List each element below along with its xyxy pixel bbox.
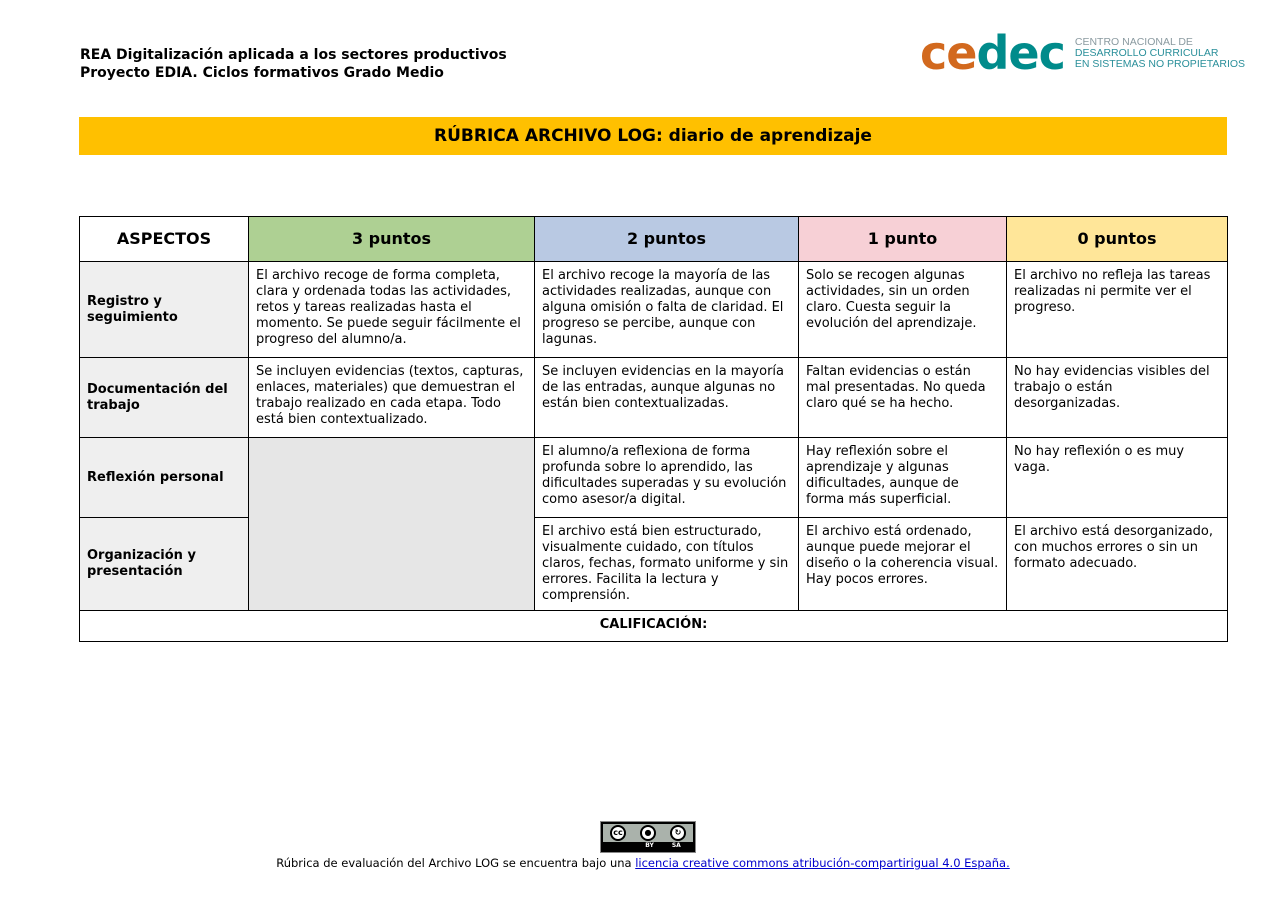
cell-1-point: El archivo está ordenado, aunque puede mejorar el diseño o la coherencia visual. Hay pocos errores. — [799, 518, 1007, 611]
header-line-2: Proyecto EDIA. Ciclos formativos Grado Medio — [80, 65, 444, 81]
license-footer — [0, 856, 1286, 870]
logo-mark — [920, 26, 1065, 80]
license-text: Rúbrica de evaluación del Archivo LOG se encuentra bajo una — [276, 856, 636, 870]
header-0-points: 0 puntos — [1007, 217, 1228, 262]
rubric-title: RÚBRICA ARCHIVO LOG: diario de aprendizaje — [79, 117, 1227, 155]
header-line-1: REA Digitalización aplicada a los sectores productivos — [80, 47, 507, 63]
cell-0-points: No hay reflexión o es muy vaga. — [1007, 438, 1228, 518]
cc-icon: cc — [610, 825, 626, 841]
aspect-cell: Organización y presentación — [80, 518, 249, 611]
cell-0-points: No hay evidencias visibles del trabajo o están desorganizadas. — [1007, 358, 1228, 438]
by-label: BY — [645, 842, 654, 849]
rubric-table — [79, 216, 1228, 642]
aspect-cell: Registro y seguimiento — [80, 262, 249, 358]
license-link[interactable]: licencia creative commons atribución-compartirigual 4.0 España. — [635, 856, 1010, 870]
table-row — [80, 358, 1228, 438]
logo-sub-line-2: DESARROLLO CURRICULAR — [1074, 46, 1219, 59]
aspect-cell: Reflexión personal — [80, 438, 249, 518]
header-3-points: 3 puntos — [249, 217, 535, 262]
logo-part-2: dec — [976, 26, 1065, 80]
cell-3-points: El archivo recoge de forma completa, clara y ordenada todas las actividades, retos y tareas realizadas hasta el momento. Se puede seguir fácilmente el progreso del alumno/a. — [249, 262, 535, 358]
aspect-cell: Documentación del trabajo — [80, 358, 249, 438]
header-aspects: ASPECTOS — [80, 217, 249, 262]
cc-badge-icons — [603, 824, 693, 842]
header-2-points: 2 puntos — [535, 217, 799, 262]
cell-2-points: Se incluyen evidencias en la mayoría de las entradas, aunque algunas no están bien contextualizadas. — [535, 358, 799, 438]
cell-3-points: Se incluyen evidencias (textos, capturas, enlaces, materiales) que demuestran el trabajo realizado en cada etapa. Todo está bien contextualizado. — [249, 358, 535, 438]
table-header-row — [80, 217, 1228, 262]
cell-2-points: El alumno/a reflexiona de forma profunda sobre lo aprendido, las dificultades superadas y su evolución como asesor/a digital. — [535, 438, 799, 518]
cell-0-points: El archivo está desorganizado, con muchos errores o sin un formato adecuado. — [1007, 518, 1228, 611]
cell-3-points-empty — [249, 438, 535, 611]
document-header — [80, 46, 507, 82]
total-row — [80, 611, 1228, 642]
cc-badge-labels — [645, 842, 681, 850]
attribution-icon: ● — [640, 825, 656, 841]
cedec-logo — [920, 28, 1245, 78]
logo-sub-line-3: EN SISTEMAS NO PROPIETARIOS — [1074, 57, 1246, 70]
share-alike-icon: ↻ — [670, 825, 686, 841]
grade-label: CALIFICACIÓN: — [80, 611, 1228, 642]
logo-part-1: ce — [920, 26, 977, 80]
header-1-point: 1 punto — [799, 217, 1007, 262]
cell-1-point: Solo se recogen algunas actividades, sin un orden claro. Cuesta seguir la evolución del aprendizaje. — [799, 262, 1007, 358]
cell-1-point: Faltan evidencias o están mal presentadas. No queda claro qué se ha hecho. — [799, 358, 1007, 438]
table-row — [80, 438, 1228, 518]
logo-sub-line-1: CENTRO NACIONAL DE — [1074, 35, 1193, 48]
logo-subtitle — [1075, 37, 1245, 70]
cc-license-badge — [600, 821, 696, 853]
sa-label: SA — [671, 842, 681, 849]
table-row — [80, 262, 1228, 358]
cell-1-point: Hay reflexión sobre el aprendizaje y algunas dificultades, aunque de forma más superficial. — [799, 438, 1007, 518]
cell-0-points: El archivo no refleja las tareas realizadas ni permite ver el progreso. — [1007, 262, 1228, 358]
cell-2-points: El archivo recoge la mayoría de las actividades realizadas, aunque con alguna omisión o falta de claridad. El progreso se percibe, aunque con lagunas. — [535, 262, 799, 358]
cell-2-points: El archivo está bien estructurado, visualmente cuidado, con títulos claros, fechas, formato uniforme y sin errores. Facilita la lectura y comprensión. — [535, 518, 799, 611]
